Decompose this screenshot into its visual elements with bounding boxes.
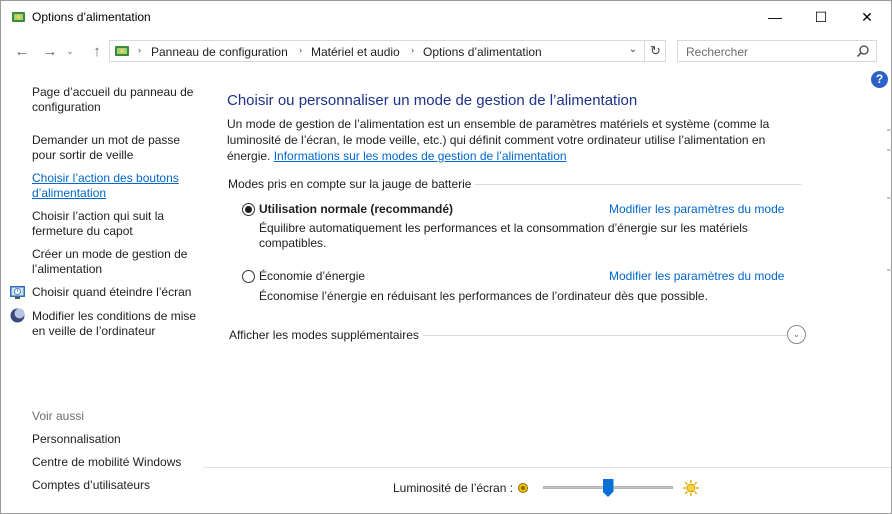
sidebar-item-label: Choisir quand éteindre l’écran xyxy=(32,285,192,299)
plan-description-line: compatibles. xyxy=(259,236,327,250)
address-dropdown-icon[interactable]: ⌄ xyxy=(628,44,638,55)
sidebar-item-power-buttons[interactable] xyxy=(32,171,200,201)
bright-sun-icon xyxy=(682,479,700,497)
minimize-button[interactable]: — xyxy=(768,9,782,25)
plan-power-saver-name[interactable]: Économie d’énergie xyxy=(259,269,366,283)
page-description xyxy=(227,116,787,164)
see-also-mobility-center[interactable]: Centre de mobilité Windows xyxy=(32,455,182,469)
edge-artifact xyxy=(887,197,892,199)
refresh-button[interactable]: ↻ xyxy=(644,41,666,61)
see-also-user-accounts[interactable]: Comptes d’utilisateurs xyxy=(32,478,151,492)
search-input[interactable] xyxy=(677,40,877,62)
sidebar-item-label: Choisir l’action qui suit la xyxy=(32,209,165,223)
display-clock-icon xyxy=(9,284,26,301)
forward-button[interactable]: → xyxy=(42,42,58,60)
sidebar-item-lid-close[interactable] xyxy=(32,209,200,239)
brightness-slider-thumb[interactable] xyxy=(603,479,614,497)
plan-balanced-radio[interactable] xyxy=(242,203,255,216)
sidebar-item-sleep-settings[interactable] xyxy=(32,309,200,339)
sleep-moon-icon xyxy=(9,307,26,324)
plan-description-line: Économise l’énergie en réduisant les performances de l’ordinateur dès que possible. xyxy=(259,289,708,303)
sidebar-item-label: Demander un mot de passe xyxy=(32,133,181,147)
bottom-divider xyxy=(203,467,891,468)
sidebar-item-label: Choisir l’action des boutons xyxy=(32,171,179,185)
sidebar-item-label: Modifier les conditions de mise xyxy=(32,309,197,323)
brightness-label: Luminosité de l’écran : xyxy=(393,481,514,495)
dim-brightness-icon xyxy=(517,482,529,494)
breadcrumb-separator: › xyxy=(411,45,414,55)
window-title: Options d’alimentation xyxy=(32,10,151,24)
recent-locations-button[interactable]: ⌄ xyxy=(66,45,74,56)
back-button[interactable]: ← xyxy=(14,42,30,60)
maximize-button[interactable]: ☐ xyxy=(814,8,828,25)
title-bar[interactable] xyxy=(1,1,891,33)
navigation-bar xyxy=(1,33,891,68)
sidebar-item-label: en veille de l’ordinateur xyxy=(32,324,156,338)
edge-artifact xyxy=(887,269,892,271)
show-additional-plans-label[interactable]: Afficher les modes supplémentaires xyxy=(229,328,419,342)
sidebar-item-require-password[interactable] xyxy=(32,133,200,163)
sidebar-item-create-plan[interactable] xyxy=(32,247,200,277)
control-panel-icon xyxy=(113,43,131,59)
search-icon[interactable] xyxy=(856,44,870,58)
plan-description-line: Équilibre automatiquement les performances et la consommation d’énergie sur les matériels xyxy=(259,221,748,235)
expand-chevron-icon[interactable]: ⌄ xyxy=(787,325,806,344)
help-icon[interactable]: ? xyxy=(871,71,888,88)
power-plans-info-link[interactable]: Informations sur les modes de gestion de l’alimentation xyxy=(273,149,567,163)
sidebar-item-label: fermeture du capot xyxy=(32,224,133,238)
plan-balanced-description xyxy=(259,221,779,251)
section-heading: Modes pris en compte sur la jauge de batterie xyxy=(228,177,472,191)
sidebar-item-turn-off-display[interactable] xyxy=(32,285,200,300)
plan-power-saver-settings-link[interactable]: Modifier les paramètres du mode xyxy=(609,269,785,283)
address-bar[interactable] xyxy=(109,40,666,62)
sidebar-item-label: configuration xyxy=(32,100,101,114)
section-divider xyxy=(475,184,801,185)
page-title: Choisir ou personnaliser un mode de gestion de l’alimentation xyxy=(227,92,638,109)
edge-artifact xyxy=(887,149,892,151)
up-button[interactable]: ↑ xyxy=(93,42,101,60)
additional-plans-divider xyxy=(423,335,787,336)
plan-power-saver-radio[interactable] xyxy=(242,270,255,283)
plan-balanced-name[interactable]: Utilisation normale (recommandé) xyxy=(259,202,454,216)
breadcrumb-hardware-sound[interactable]: Matériel et audio xyxy=(311,45,400,59)
breadcrumb-separator: › xyxy=(138,45,141,55)
sidebar-item-label: l’alimentation xyxy=(32,262,103,276)
breadcrumb-control-panel[interactable]: Panneau de configuration xyxy=(151,45,288,59)
see-also-heading: Voir aussi xyxy=(32,409,85,423)
plan-balanced-settings-link[interactable]: Modifier les paramètres du mode xyxy=(609,202,785,216)
breadcrumb-separator: › xyxy=(299,45,302,55)
sidebar-item-label: Page d’accueil du panneau de xyxy=(32,85,194,99)
sidebar-item-control-panel-home[interactable] xyxy=(32,85,200,115)
see-also-personalization[interactable]: Personnalisation xyxy=(32,432,121,446)
search-placeholder: Rechercher xyxy=(686,45,749,59)
description-text: Un mode de gestion de l’alimentation est un ensemble de paramètres matériels et système (comme la luminosité de l’écran, le mode veille, etc.) qui définit comment votre ordinateur utilise l’alimentation en énergie. xyxy=(227,117,770,163)
breadcrumb-power-options[interactable]: Options d’alimentation xyxy=(423,45,542,59)
edge-artifact xyxy=(887,129,892,131)
sidebar-item-label: d’alimentation xyxy=(32,186,107,200)
plan-power-saver-description xyxy=(259,289,779,304)
sidebar-item-label: Créer un mode de gestion de xyxy=(32,247,188,261)
close-button[interactable]: ✕ xyxy=(861,8,873,25)
power-options-icon xyxy=(10,9,27,25)
sidebar-item-label: pour sortir de veille xyxy=(32,148,134,162)
